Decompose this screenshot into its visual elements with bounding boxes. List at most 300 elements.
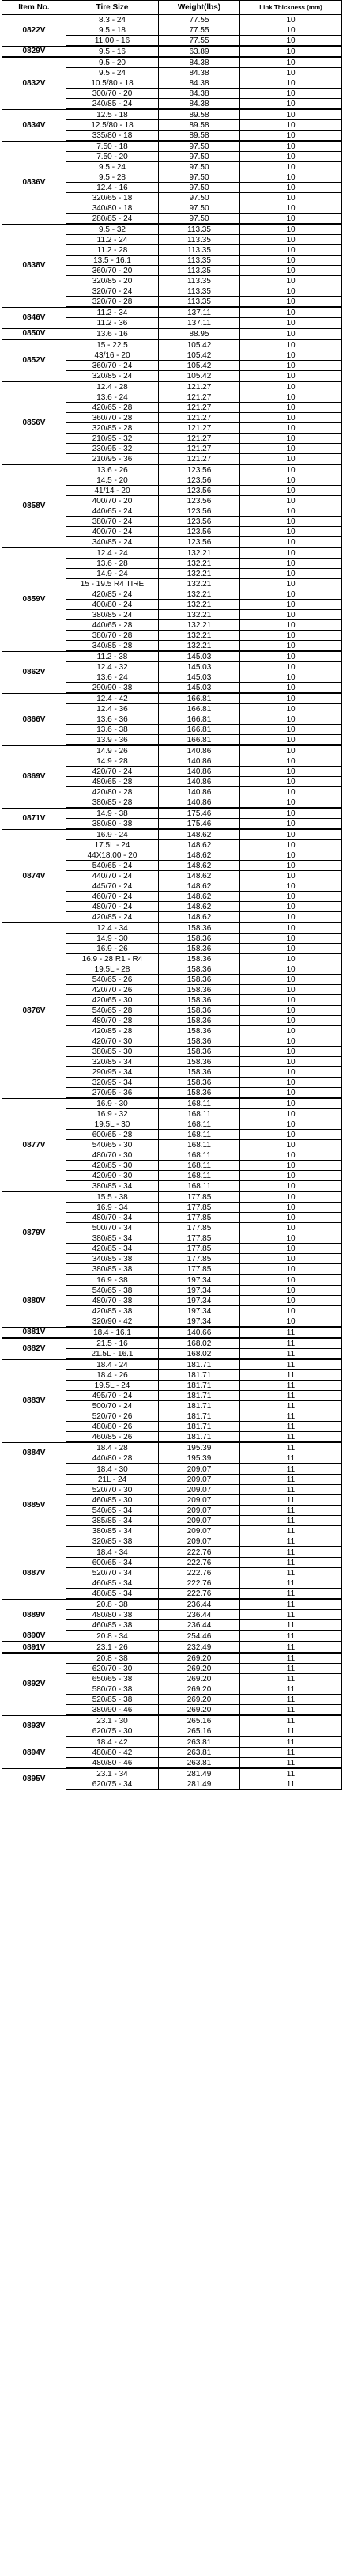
- table-row: [2, 1599, 342, 1610]
- tire-size-cell: 230/95 - 32: [66, 444, 159, 454]
- link-thickness-cell: 10: [240, 527, 342, 537]
- link-thickness-cell: 11: [240, 1381, 342, 1391]
- header-row: [2, 1, 342, 15]
- link-thickness-cell: 11: [240, 1578, 342, 1589]
- link-thickness-cell: 10: [240, 672, 342, 683]
- item-number-cell: 0889V: [2, 1599, 66, 1631]
- tire-size-cell: 420/65 - 28: [66, 403, 159, 413]
- tire-size-cell: 21.5L - 16.1: [66, 1349, 159, 1360]
- tire-size-cell: 14.9 - 38: [66, 808, 159, 819]
- weight-cell: 158.36: [159, 922, 240, 934]
- weight-cell: 97.50: [159, 141, 240, 152]
- link-thickness-cell: 10: [240, 307, 342, 318]
- tire-size-cell: 495/70 - 24: [66, 1391, 159, 1401]
- weight-cell: 168.11: [159, 1150, 240, 1161]
- tire-size-cell: 20.8 - 34: [66, 1631, 159, 1642]
- link-thickness-cell: 10: [240, 496, 342, 506]
- tire-size-cell: 11.2 - 38: [66, 651, 159, 662]
- link-thickness-cell: 10: [240, 1171, 342, 1181]
- table-row: [2, 109, 342, 120]
- link-thickness-cell: 11: [240, 1327, 342, 1338]
- item-number-cell: 0834V: [2, 109, 66, 141]
- table-row: [2, 57, 342, 68]
- tire-size-cell: 19.5L - 24: [66, 1381, 159, 1391]
- tire-size-cell: 380/70 - 24: [66, 517, 159, 527]
- link-thickness-cell: 11: [240, 1737, 342, 1748]
- link-thickness-cell: 11: [240, 1432, 342, 1443]
- tire-size-cell: 18.4 - 16.1: [66, 1327, 159, 1338]
- tire-size-cell: 480/80 - 38: [66, 1610, 159, 1620]
- link-thickness-cell: 10: [240, 361, 342, 371]
- weight-cell: 132.21: [159, 600, 240, 610]
- tire-size-cell: 320/70 - 28: [66, 297, 159, 308]
- tire-size-cell: 13.6 - 24: [66, 672, 159, 683]
- weight-cell: 63.89: [159, 46, 240, 57]
- weight-cell: 113.35: [159, 266, 240, 276]
- link-thickness-cell: 11: [240, 1599, 342, 1610]
- item-number-cell: 0882V: [2, 1338, 66, 1359]
- tire-size-cell: 23.1 - 26: [66, 1642, 159, 1653]
- link-thickness-cell: 11: [240, 1726, 342, 1737]
- link-thickness-cell: 10: [240, 403, 342, 413]
- link-thickness-cell: 10: [240, 245, 342, 256]
- tire-size-cell: 320/90 - 42: [66, 1316, 159, 1328]
- weight-cell: 177.85: [159, 1233, 240, 1244]
- weight-cell: 148.62: [159, 902, 240, 912]
- link-thickness-cell: 10: [240, 46, 342, 57]
- link-thickness-cell: 11: [240, 1684, 342, 1695]
- link-thickness-cell: 10: [240, 1191, 342, 1203]
- item-number-cell: 0891V: [2, 1642, 66, 1653]
- weight-cell: 158.36: [159, 1006, 240, 1016]
- weight-cell: 209.07: [159, 1464, 240, 1475]
- weight-cell: 158.36: [159, 1078, 240, 1088]
- link-thickness-cell: 11: [240, 1558, 342, 1568]
- weight-cell: 145.03: [159, 651, 240, 662]
- tire-size-cell: 21.5 - 16: [66, 1338, 159, 1349]
- link-thickness-cell: 10: [240, 444, 342, 454]
- weight-cell: 84.38: [159, 68, 240, 78]
- tire-size-cell: 270/95 - 36: [66, 1088, 159, 1099]
- tire-size-cell: 23.1 - 30: [66, 1715, 159, 1726]
- link-thickness-cell: 10: [240, 1150, 342, 1161]
- weight-cell: 158.36: [159, 944, 240, 954]
- weight-cell: 113.35: [159, 235, 240, 245]
- item-number-cell: 0894V: [2, 1737, 66, 1768]
- tire-size-cell: 8.3 - 24: [66, 15, 159, 25]
- tire-size-cell: 16.9 - 34: [66, 1203, 159, 1213]
- table-row: [2, 829, 342, 840]
- tire-size-cell: 15.5 - 38: [66, 1191, 159, 1203]
- link-thickness-cell: 10: [240, 902, 342, 912]
- tire-size-cell: 16.9 - 30: [66, 1098, 159, 1109]
- weight-cell: 132.21: [159, 559, 240, 569]
- tire-size-cell: 420/70 - 26: [66, 985, 159, 995]
- item-number-cell: 0836V: [2, 141, 66, 224]
- tire-size-cell: 400/80 - 24: [66, 600, 159, 610]
- link-thickness-cell: 11: [240, 1411, 342, 1422]
- tire-size-cell: 9.5 - 16: [66, 46, 159, 57]
- weight-cell: 181.71: [159, 1422, 240, 1432]
- item-number-cell: 0852V: [2, 339, 66, 381]
- link-thickness-cell: 11: [240, 1653, 342, 1664]
- weight-cell: 158.36: [159, 954, 240, 964]
- weight-cell: 181.71: [159, 1411, 240, 1422]
- weight-cell: 84.38: [159, 57, 240, 68]
- table-row: [2, 1547, 342, 1558]
- link-thickness-cell: 10: [240, 745, 342, 756]
- weight-cell: 121.27: [159, 434, 240, 444]
- weight-cell: 148.62: [159, 892, 240, 902]
- weight-cell: 166.81: [159, 714, 240, 725]
- link-thickness-cell: 10: [240, 912, 342, 923]
- table-row: [2, 381, 342, 392]
- weight-cell: 175.46: [159, 808, 240, 819]
- weight-cell: 121.27: [159, 403, 240, 413]
- link-thickness-cell: 10: [240, 1223, 342, 1233]
- link-thickness-cell: 10: [240, 892, 342, 902]
- link-thickness-cell: 11: [240, 1422, 342, 1432]
- tire-size-cell: 480/70 - 38: [66, 1296, 159, 1306]
- link-thickness-cell: 10: [240, 829, 342, 840]
- link-thickness-cell: 11: [240, 1568, 342, 1578]
- tire-size-cell: 380/80 - 38: [66, 819, 159, 830]
- tire-size-cell: 9.5 - 24: [66, 162, 159, 172]
- weight-cell: 113.35: [159, 297, 240, 308]
- table-row: [2, 745, 342, 756]
- tire-size-cell: 12.4 - 16: [66, 183, 159, 193]
- tire-size-cell: 18.4 - 28: [66, 1442, 159, 1453]
- weight-cell: 209.07: [159, 1516, 240, 1526]
- weight-cell: 158.36: [159, 985, 240, 995]
- link-thickness-cell: 10: [240, 704, 342, 714]
- link-thickness-cell: 10: [240, 850, 342, 861]
- link-thickness-cell: 10: [240, 297, 342, 308]
- weight-cell: 177.85: [159, 1244, 240, 1254]
- tire-size-cell: 280/85 - 24: [66, 214, 159, 225]
- tire-size-cell: 320/85 - 24: [66, 371, 159, 382]
- link-thickness-cell: 11: [240, 1401, 342, 1411]
- tire-size-cell: 480/70 - 28: [66, 1016, 159, 1026]
- link-thickness-cell: 10: [240, 339, 342, 350]
- weight-cell: 105.42: [159, 361, 240, 371]
- tire-chain-table: [2, 0, 342, 1790]
- weight-cell: 195.39: [159, 1442, 240, 1453]
- link-thickness-cell: 11: [240, 1758, 342, 1769]
- link-thickness-cell: 10: [240, 1296, 342, 1306]
- link-thickness-cell: 10: [240, 714, 342, 725]
- weight-cell: 281.49: [159, 1768, 240, 1779]
- item-number-cell: 0876V: [2, 922, 66, 1098]
- link-thickness-cell: 10: [240, 203, 342, 214]
- weight-cell: 197.34: [159, 1275, 240, 1286]
- item-number-cell: 0880V: [2, 1275, 66, 1327]
- weight-cell: 145.03: [159, 683, 240, 694]
- weight-cell: 168.02: [159, 1338, 240, 1349]
- tire-size-cell: 11.00 - 16: [66, 36, 159, 47]
- weight-cell: 132.21: [159, 569, 240, 579]
- link-thickness-cell: 10: [240, 610, 342, 620]
- link-thickness-cell: 10: [240, 1306, 342, 1316]
- tire-size-cell: 11.2 - 24: [66, 235, 159, 245]
- weight-cell: 132.21: [159, 610, 240, 620]
- link-thickness-cell: 11: [240, 1715, 342, 1726]
- item-number-cell: 0829V: [2, 46, 66, 57]
- weight-cell: 209.07: [159, 1485, 240, 1495]
- weight-cell: 140.86: [159, 787, 240, 797]
- tire-size-cell: 540/65 - 38: [66, 1286, 159, 1296]
- link-thickness-cell: 10: [240, 25, 342, 36]
- tire-size-cell: 13.6 - 16: [66, 328, 159, 339]
- tire-size-cell: 420/85 - 30: [66, 1161, 159, 1171]
- weight-cell: 236.44: [159, 1620, 240, 1631]
- tire-size-cell: 41/14 - 20: [66, 486, 159, 496]
- tire-size-cell: 14.5 - 20: [66, 475, 159, 486]
- link-thickness-cell: 11: [240, 1338, 342, 1349]
- weight-cell: 222.76: [159, 1568, 240, 1578]
- weight-cell: 166.81: [159, 725, 240, 735]
- link-thickness-cell: 10: [240, 559, 342, 569]
- weight-cell: 123.56: [159, 527, 240, 537]
- link-thickness-cell: 10: [240, 922, 342, 934]
- table-row: [2, 547, 342, 559]
- weight-cell: 89.58: [159, 120, 240, 131]
- tire-size-cell: 620/75 - 30: [66, 1726, 159, 1737]
- tire-size-cell: 210/95 - 32: [66, 434, 159, 444]
- link-thickness-cell: 10: [240, 381, 342, 392]
- tire-size-cell: 340/85 - 38: [66, 1254, 159, 1264]
- link-thickness-cell: 10: [240, 1140, 342, 1150]
- tire-size-cell: 480/70 - 34: [66, 1213, 159, 1223]
- weight-cell: 121.27: [159, 444, 240, 454]
- weight-cell: 181.71: [159, 1432, 240, 1443]
- tire-size-cell: 380/85 - 24: [66, 610, 159, 620]
- tire-size-cell: 14.9 - 24: [66, 569, 159, 579]
- weight-cell: 121.27: [159, 381, 240, 392]
- link-thickness-cell: 10: [240, 620, 342, 631]
- link-thickness-cell: 10: [240, 1275, 342, 1286]
- weight-cell: 132.21: [159, 579, 240, 589]
- link-thickness-cell: 11: [240, 1674, 342, 1684]
- link-thickness-cell: 10: [240, 99, 342, 110]
- weight-cell: 121.27: [159, 423, 240, 434]
- tire-size-cell: 16.9 - 26: [66, 944, 159, 954]
- weight-cell: 137.11: [159, 318, 240, 329]
- tire-size-cell: 7.50 - 18: [66, 141, 159, 152]
- weight-cell: 263.81: [159, 1748, 240, 1758]
- tire-size-cell: 18.4 - 34: [66, 1547, 159, 1558]
- link-thickness-cell: 10: [240, 589, 342, 600]
- weight-cell: 89.58: [159, 131, 240, 142]
- tire-size-cell: 440/80 - 28: [66, 1453, 159, 1464]
- tire-size-cell: 380/85 - 34: [66, 1181, 159, 1192]
- weight-cell: 148.62: [159, 871, 240, 881]
- tire-size-cell: 460/85 - 38: [66, 1620, 159, 1631]
- link-thickness-cell: 10: [240, 120, 342, 131]
- link-thickness-cell: 11: [240, 1526, 342, 1536]
- weight-cell: 181.71: [159, 1381, 240, 1391]
- weight-cell: 148.62: [159, 840, 240, 850]
- item-number-cell: 0887V: [2, 1547, 66, 1599]
- weight-cell: 269.20: [159, 1664, 240, 1674]
- weight-cell: 181.71: [159, 1359, 240, 1370]
- tire-size-cell: 480/85 - 34: [66, 1589, 159, 1600]
- table-row: [2, 1098, 342, 1109]
- table-row: [2, 1737, 342, 1748]
- weight-cell: 175.46: [159, 819, 240, 830]
- weight-cell: 148.62: [159, 850, 240, 861]
- link-thickness-cell: 10: [240, 1203, 342, 1213]
- weight-cell: 177.85: [159, 1254, 240, 1264]
- weight-cell: 123.56: [159, 496, 240, 506]
- link-thickness-cell: 10: [240, 1316, 342, 1328]
- weight-cell: 105.42: [159, 339, 240, 350]
- weight-cell: 209.07: [159, 1495, 240, 1506]
- tire-size-cell: 9.5 - 32: [66, 224, 159, 235]
- weight-cell: 177.85: [159, 1223, 240, 1233]
- tire-size-cell: 320/85 - 28: [66, 423, 159, 434]
- link-thickness-cell: 10: [240, 944, 342, 954]
- link-thickness-cell: 10: [240, 600, 342, 610]
- weight-cell: 123.56: [159, 517, 240, 527]
- link-thickness-cell: 11: [240, 1370, 342, 1381]
- item-number-cell: 0822V: [2, 15, 66, 47]
- link-thickness-cell: 11: [240, 1453, 342, 1464]
- weight-cell: 132.21: [159, 641, 240, 652]
- link-thickness-cell: 11: [240, 1536, 342, 1547]
- link-thickness-cell: 11: [240, 1485, 342, 1495]
- link-thickness-cell: 10: [240, 141, 342, 152]
- link-thickness-cell: 10: [240, 68, 342, 78]
- link-thickness-cell: 11: [240, 1642, 342, 1653]
- tire-size-cell: 480/70 - 30: [66, 1150, 159, 1161]
- link-thickness-cell: 10: [240, 1026, 342, 1036]
- weight-cell: 177.85: [159, 1213, 240, 1223]
- link-thickness-cell: 11: [240, 1495, 342, 1506]
- tire-size-cell: 420/85 - 38: [66, 1306, 159, 1316]
- tire-size-cell: 400/70 - 24: [66, 527, 159, 537]
- tire-size-cell: 340/85 - 24: [66, 537, 159, 548]
- tire-size-cell: 7.50 - 20: [66, 152, 159, 162]
- table-row: [2, 1653, 342, 1664]
- weight-cell: 168.11: [159, 1109, 240, 1119]
- link-thickness-cell: 10: [240, 1006, 342, 1016]
- tire-size-cell: 14.9 - 28: [66, 756, 159, 767]
- item-number-cell: 0874V: [2, 829, 66, 922]
- link-thickness-cell: 11: [240, 1506, 342, 1516]
- table-row: [2, 15, 342, 25]
- link-thickness-cell: 10: [240, 881, 342, 892]
- weight-cell: 236.44: [159, 1610, 240, 1620]
- tire-size-cell: 620/75 - 34: [66, 1779, 159, 1790]
- link-thickness-cell: 10: [240, 276, 342, 286]
- table-row: [2, 339, 342, 350]
- weight-cell: 166.81: [159, 704, 240, 714]
- link-thickness-cell: 10: [240, 224, 342, 235]
- tire-size-cell: 385/85 - 34: [66, 1516, 159, 1526]
- link-thickness-cell: 10: [240, 808, 342, 819]
- weight-cell: 140.66: [159, 1327, 240, 1338]
- tire-size-cell: 16.9 - 32: [66, 1109, 159, 1119]
- weight-cell: 84.38: [159, 89, 240, 99]
- tire-size-cell: 18.4 - 42: [66, 1737, 159, 1748]
- weight-cell: 123.56: [159, 464, 240, 475]
- weight-cell: 236.44: [159, 1599, 240, 1610]
- link-thickness-cell: 10: [240, 57, 342, 68]
- weight-cell: 181.71: [159, 1370, 240, 1381]
- link-thickness-cell: 10: [240, 475, 342, 486]
- tire-size-cell: 210/95 - 36: [66, 454, 159, 465]
- tire-size-cell: 13.6 - 36: [66, 714, 159, 725]
- weight-cell: 265.16: [159, 1715, 240, 1726]
- weight-cell: 269.20: [159, 1695, 240, 1705]
- item-number-cell: 0832V: [2, 57, 66, 109]
- tire-size-cell: 13.5 - 16.1: [66, 256, 159, 266]
- weight-cell: 158.36: [159, 975, 240, 985]
- table-row: [2, 1275, 342, 1286]
- weight-cell: 113.35: [159, 224, 240, 235]
- tire-size-cell: 18.4 - 26: [66, 1370, 159, 1381]
- weight-cell: 148.62: [159, 912, 240, 923]
- table-row: [2, 1442, 342, 1453]
- tire-size-cell: 14.9 - 26: [66, 745, 159, 756]
- tire-size-cell: 420/85 - 34: [66, 1244, 159, 1254]
- link-thickness-cell: 11: [240, 1705, 342, 1716]
- tire-size-cell: 520/85 - 38: [66, 1695, 159, 1705]
- weight-cell: 140.86: [159, 777, 240, 787]
- link-thickness-cell: 10: [240, 1181, 342, 1192]
- weight-cell: 177.85: [159, 1191, 240, 1203]
- table-row: [2, 46, 342, 57]
- link-thickness-cell: 10: [240, 777, 342, 787]
- weight-cell: 77.55: [159, 15, 240, 25]
- item-number-cell: 0885V: [2, 1464, 66, 1547]
- link-thickness-cell: 10: [240, 735, 342, 746]
- tire-size-cell: 420/85 - 28: [66, 1026, 159, 1036]
- tire-size-cell: 12.4 - 42: [66, 693, 159, 704]
- weight-cell: 113.35: [159, 276, 240, 286]
- weight-cell: 222.76: [159, 1589, 240, 1600]
- weight-cell: 158.36: [159, 964, 240, 975]
- tire-size-cell: 20.8 - 38: [66, 1653, 159, 1664]
- weight-cell: 209.07: [159, 1536, 240, 1547]
- tire-size-cell: 9.5 - 18: [66, 25, 159, 36]
- table-row: [2, 224, 342, 235]
- tire-size-cell: 445/70 - 24: [66, 881, 159, 892]
- link-thickness-cell: 10: [240, 1233, 342, 1244]
- tire-size-cell: 11.2 - 36: [66, 318, 159, 329]
- item-number-cell: 0895V: [2, 1768, 66, 1790]
- item-number-cell: 0879V: [2, 1191, 66, 1275]
- link-thickness-cell: 11: [240, 1516, 342, 1526]
- link-thickness-cell: 10: [240, 464, 342, 475]
- tire-size-cell: 360/70 - 24: [66, 361, 159, 371]
- weight-cell: 140.86: [159, 767, 240, 777]
- tire-size-cell: 440/70 - 24: [66, 871, 159, 881]
- link-thickness-cell: 10: [240, 1213, 342, 1223]
- tire-size-cell: 380/70 - 28: [66, 631, 159, 641]
- link-thickness-cell: 11: [240, 1359, 342, 1370]
- link-thickness-cell: 11: [240, 1391, 342, 1401]
- tire-size-cell: 12.4 - 32: [66, 662, 159, 672]
- link-thickness-cell: 11: [240, 1442, 342, 1453]
- tire-size-cell: 400/70 - 20: [66, 496, 159, 506]
- link-thickness-cell: 10: [240, 1119, 342, 1130]
- tire-size-cell: 520/70 - 34: [66, 1568, 159, 1578]
- tire-size-cell: 460/70 - 24: [66, 892, 159, 902]
- weight-cell: 158.36: [159, 1036, 240, 1047]
- table-row: [2, 808, 342, 819]
